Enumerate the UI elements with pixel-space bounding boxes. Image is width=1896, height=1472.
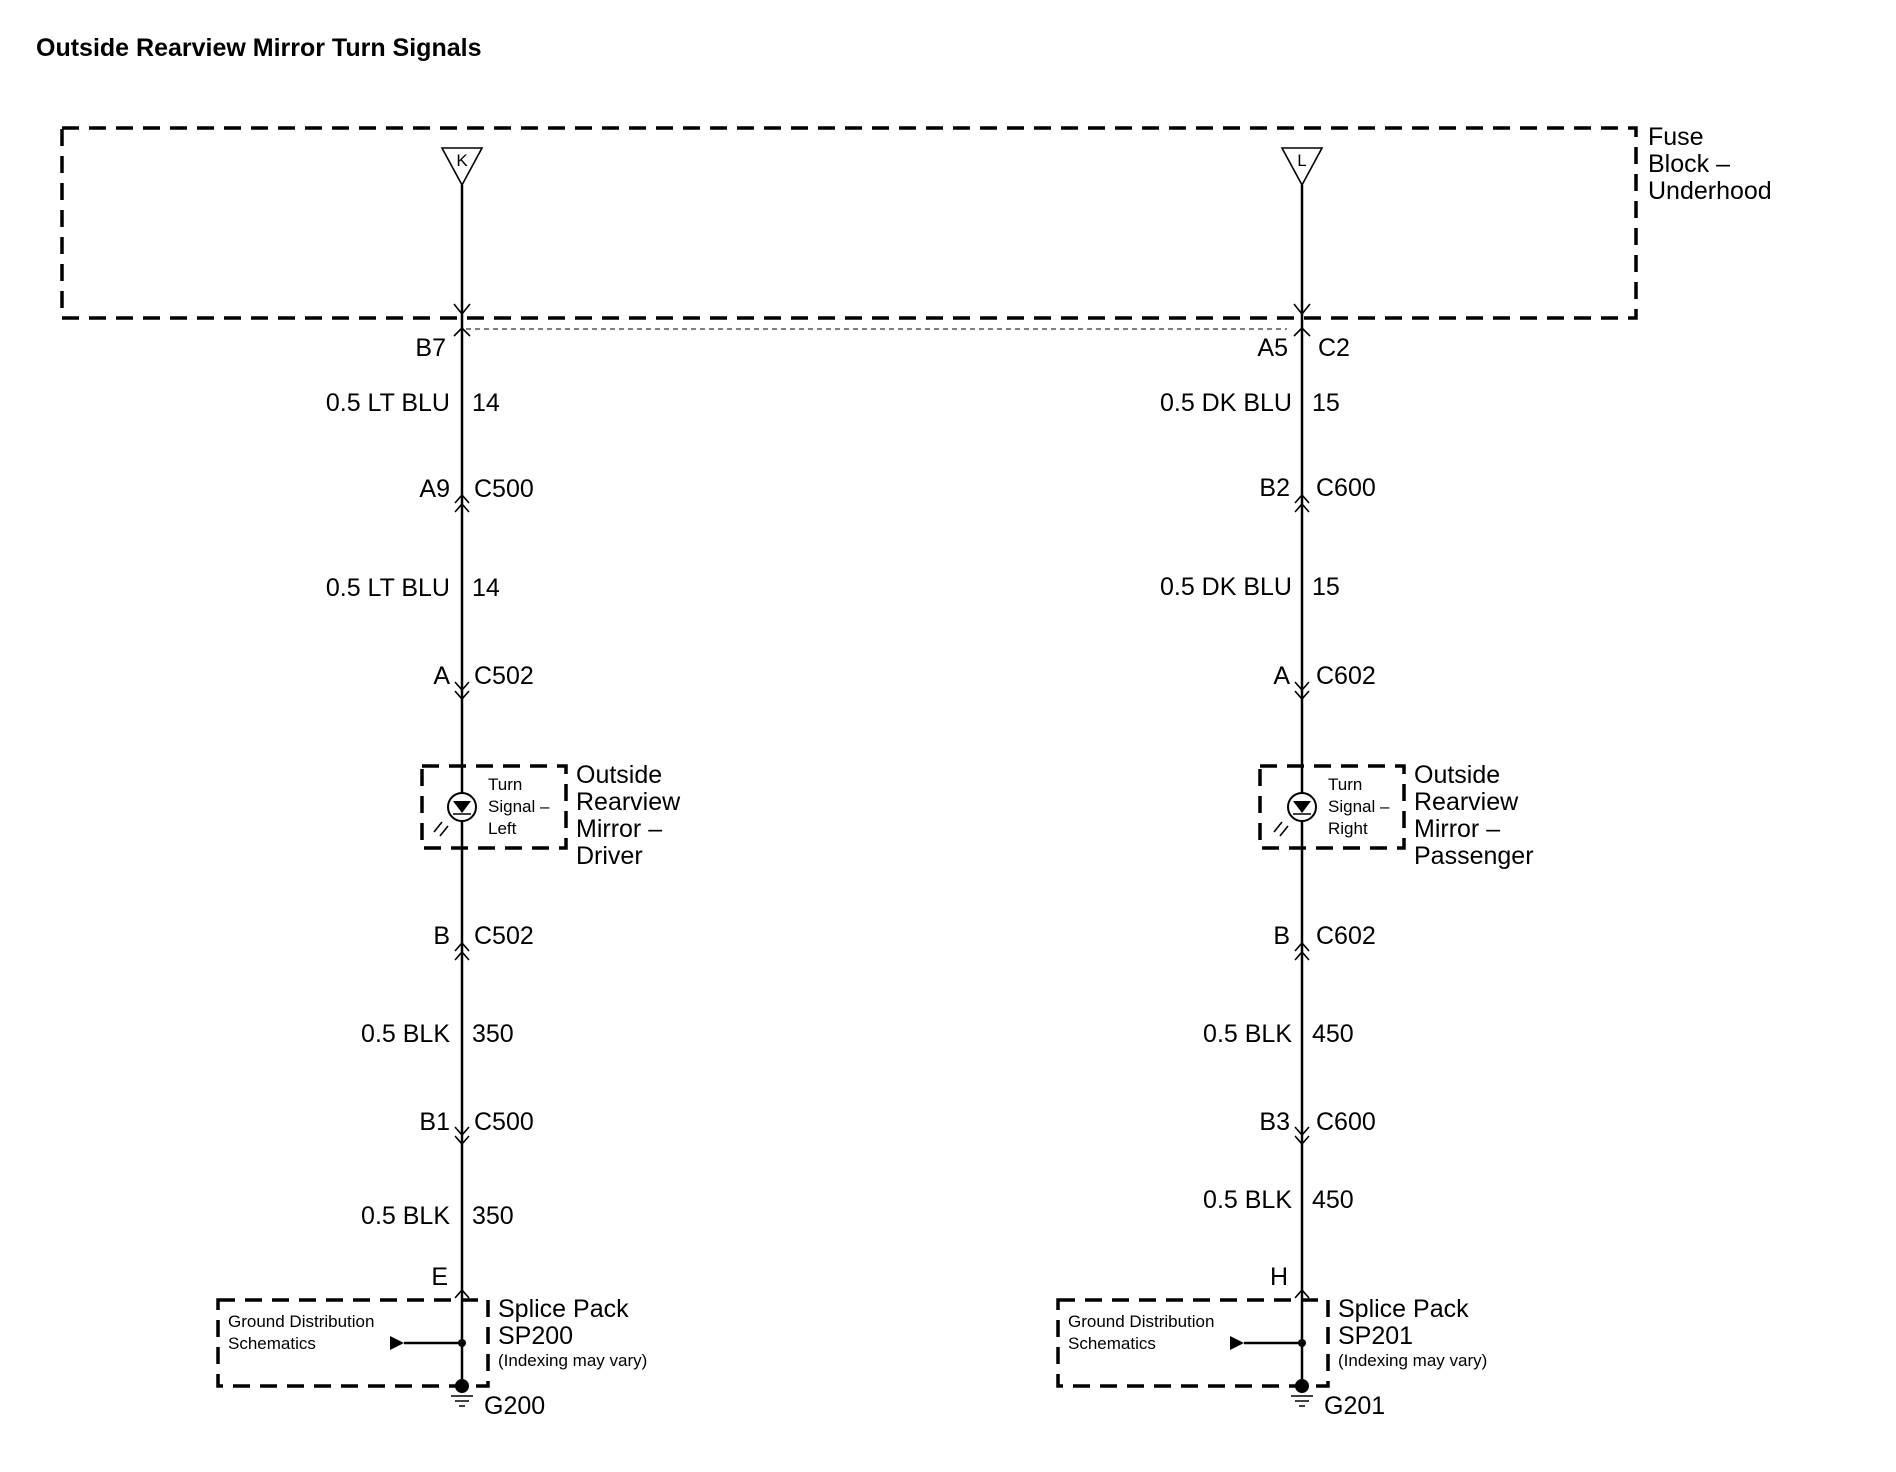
- fuse-block-label-line-1: Fuse: [1648, 123, 1704, 151]
- left-ground-icon: [451, 1396, 473, 1406]
- left-component-line-2: Rearview: [576, 788, 681, 816]
- right-lamp-line-1: Turn: [1328, 775, 1363, 794]
- right-lamp-line-3: Right: [1328, 819, 1368, 838]
- left-circuit: [218, 148, 681, 1420]
- left-splice-junction: [458, 1339, 466, 1347]
- right-lamp-line-2: Signal –: [1328, 797, 1390, 816]
- left-ground-ref-arrow-icon[interactable]: [390, 1336, 404, 1350]
- left-ground-label: G200: [484, 1392, 546, 1420]
- left-component-line-3: Mirror –: [576, 815, 663, 843]
- right-component-line-4: Passenger: [1414, 842, 1534, 870]
- right-splice-junction: [1298, 1339, 1306, 1347]
- right-ground-node: [1295, 1379, 1309, 1393]
- left-conn3-pin: B: [433, 922, 450, 950]
- right-conn1-name: C600: [1316, 474, 1376, 502]
- left-ground-ref-line-1: Ground Distribution: [228, 1312, 375, 1331]
- left-ground-node: [455, 1379, 469, 1393]
- right-circuit: [1058, 148, 1534, 1420]
- right-wire2-color: 0.5 DK BLU: [1159, 573, 1292, 601]
- right-wire3-color: 0.5 BLK: [1203, 1020, 1292, 1048]
- right-component-line-1: Outside: [1414, 761, 1501, 789]
- diagram-title: Outside Rearview Mirror Turn Signals: [36, 34, 482, 62]
- left-wire1-color: 0.5 LT BLU: [325, 389, 450, 417]
- left-wire2-circuit: 14: [472, 574, 500, 602]
- right-conn2-name: C602: [1316, 662, 1376, 690]
- left-component-line-4: Driver: [576, 842, 643, 870]
- right-led-light-rays-icon: [1274, 822, 1288, 836]
- right-splice-note: (Indexing may vary): [1338, 1351, 1488, 1370]
- right-conn4-name: C600: [1316, 1108, 1376, 1136]
- right-component-line-2: Rearview: [1414, 788, 1519, 816]
- right-wire2-circuit: 15: [1312, 573, 1340, 601]
- right-ground-label: G201: [1324, 1392, 1386, 1420]
- left-splice-line-1: Splice Pack: [498, 1295, 629, 1323]
- right-ground-ref-line-1: Ground Distribution: [1068, 1312, 1215, 1331]
- right-conn1-pin: B2: [1259, 474, 1290, 502]
- right-fuse-pin: A5: [1257, 334, 1288, 362]
- fuse-k-label: K: [456, 151, 468, 170]
- left-conn1-pin: A9: [419, 475, 450, 503]
- fuse-block-label-line-2: Block –: [1648, 150, 1730, 178]
- right-conn3-pin: B: [1273, 922, 1290, 950]
- left-fuse-pin: B7: [415, 334, 446, 362]
- right-wire1-color: 0.5 DK BLU: [1159, 389, 1292, 417]
- left-led-light-rays-icon: [434, 822, 448, 836]
- right-wire1-circuit: 15: [1312, 389, 1340, 417]
- left-splice-note: (Indexing may vary): [498, 1351, 648, 1370]
- right-wire4-circuit: 450: [1312, 1186, 1354, 1214]
- left-wire4-circuit: 350: [472, 1202, 514, 1230]
- right-splice-pin: H: [1269, 1263, 1288, 1291]
- fuse-block-outline: [62, 128, 1636, 318]
- left-wire1-circuit: 14: [472, 389, 500, 417]
- right-conn2-pin: A: [1273, 662, 1290, 690]
- left-ground-ref-line-2: Schematics: [228, 1334, 316, 1353]
- right-ground-ref-arrow-icon[interactable]: [1230, 1336, 1244, 1350]
- fuse-l-label: L: [1297, 151, 1307, 170]
- left-component-line-1: Outside: [576, 761, 663, 789]
- right-splice-line-1: Splice Pack: [1338, 1295, 1469, 1323]
- left-wire4-color: 0.5 BLK: [361, 1202, 450, 1230]
- right-wire3-circuit: 450: [1312, 1020, 1354, 1048]
- left-lamp-line-1: Turn: [488, 775, 523, 794]
- right-ground-ref-line-2: Schematics: [1068, 1334, 1156, 1353]
- right-wire4-color: 0.5 BLK: [1203, 1186, 1292, 1214]
- left-conn3-name: C502: [474, 922, 534, 950]
- left-conn2-name: C502: [474, 662, 534, 690]
- left-lamp-line-2: Signal –: [488, 797, 550, 816]
- left-splice-line-2: SP200: [498, 1322, 574, 1350]
- right-component-line-3: Mirror –: [1414, 815, 1501, 843]
- left-conn4-pin: B1: [419, 1108, 450, 1136]
- left-wire2-color: 0.5 LT BLU: [325, 574, 450, 602]
- left-conn1-name: C500: [474, 475, 534, 503]
- fuse-block-label-line-3: Underhood: [1648, 177, 1772, 205]
- right-conn4-pin: B3: [1259, 1108, 1290, 1136]
- right-splice-line-2: SP201: [1338, 1322, 1414, 1350]
- right-fuse-conn: C2: [1318, 334, 1350, 362]
- left-splice-pin: E: [431, 1263, 448, 1291]
- left-conn2-pin: A: [433, 662, 450, 690]
- left-wire3-circuit: 350: [472, 1020, 514, 1048]
- left-wire3-color: 0.5 BLK: [361, 1020, 450, 1048]
- right-conn3-name: C602: [1316, 922, 1376, 950]
- left-conn4-name: C500: [474, 1108, 534, 1136]
- right-ground-icon: [1291, 1396, 1313, 1406]
- left-lamp-line-3: Left: [488, 819, 517, 838]
